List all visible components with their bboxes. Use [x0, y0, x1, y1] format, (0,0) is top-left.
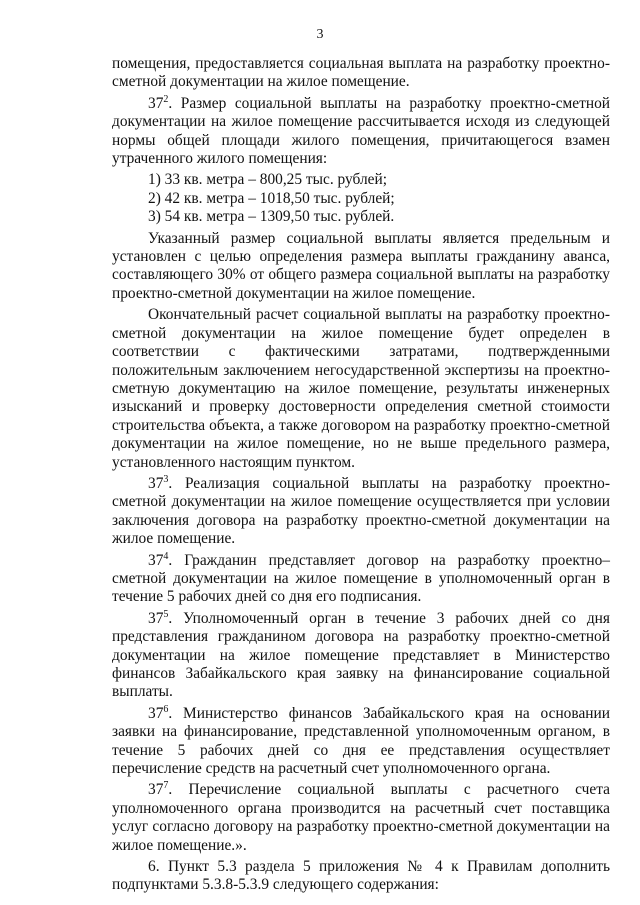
- paragraph-text: Окончательный расчет социальной выплаты на разработку проектно-сметной документации на жилое помещение будет определен в соответствии с фактическими затратами, подтвержденными положительным заключением негосударственной экспертизы на проектно-сметную документацию на жилое помещение, результаты инженерных изысканий и проверку достоверности определения сметной стоимости строительства объекта, а также договором на разработку проектно-сметной документации на жилое помещение, но не выше предельного размера, установленного настоящим пунктом.: [112, 306, 610, 471]
- paragraph-text: . Уполномоченный орган в течение 3 рабочих дней со дня представления гражданином договора на разработку проектно-сметной документации на жилое помещение представляет в Министерство финансов Забайкальского края заявку на финансирование социальной выплаты.: [112, 609, 610, 701]
- clause-number: [148, 95, 168, 112]
- clause-number-base: 37: [148, 609, 164, 627]
- paragraph-item-6: [112, 858, 610, 895]
- paragraph-37-5: [112, 610, 610, 702]
- paragraph-text: . Перечисление социальной выплаты с расчетного счета уполномоченного органа производится на расчетный счет поставщика услуг согласно договору на разработку проектно-сметной документации на жилое помещение.».: [112, 781, 610, 854]
- paragraph-text: Указанный размер социальной выплаты является предельным и установлен с целью определения размера выплаты гражданину аванса, составляющего 30% от общего размера социальной выплаты на разработку проектно-сметной документации на жилое помещение.: [112, 229, 610, 302]
- document-body: [112, 55, 610, 898]
- clause-number: [148, 475, 168, 492]
- list-item-text: 1) 33 кв. метра – 800,25 тыс. рублей;: [148, 171, 387, 189]
- paragraph-text: помещения, предоставляется социальная выплата на разработку проектно-сметной документации на жилое помещение.: [112, 55, 610, 91]
- clause-number-superscript: 3: [163, 473, 169, 485]
- list-item-text: 2) 42 кв. метра – 1018,50 тыс. рублей;: [148, 189, 395, 207]
- clause-number-superscript: 4: [163, 550, 169, 562]
- paragraph: [112, 306, 610, 472]
- paragraph-37-7: [112, 781, 610, 855]
- clause-number: [148, 705, 168, 722]
- paragraph-text: . Министерство финансов Забайкальского края на основании заявки на финансирование, представленной уполномоченным органом, в течение 5 рабочих дней со дня ее представления осуществляет перечисление средств на расчетный счет уполномоченного органа.: [112, 704, 610, 778]
- list-item: [112, 171, 610, 189]
- list-item: [112, 208, 610, 226]
- paragraph-text: . Гражданин представляет договор на разработку проектно–сметной документации на жилое помещение в уполномоченный орган в течение 5 рабочих дней со дня его подписания.: [112, 551, 610, 606]
- paragraph-37-4: [112, 552, 610, 607]
- clause-number-base: 37: [148, 94, 164, 112]
- clause-number-base: 37: [148, 781, 164, 799]
- clause-number-superscript: 6: [163, 703, 169, 715]
- paragraph-37-6: [112, 705, 610, 779]
- list-item-text: 3) 54 кв. метра – 1309,50 тыс. рублей.: [148, 208, 395, 226]
- paragraph-continuation: [112, 55, 610, 92]
- list-item: [112, 190, 610, 208]
- clause-number-base: 37: [148, 551, 164, 569]
- clause-number: [148, 781, 168, 798]
- clause-number-superscript: 7: [163, 780, 169, 792]
- clause-number-superscript: 5: [163, 608, 169, 620]
- clause-number: [148, 610, 168, 627]
- paragraph-37-2: [112, 95, 610, 169]
- clause-number: [148, 552, 168, 569]
- clause-number-superscript: 2: [163, 93, 169, 105]
- paragraph-text: . Реализация социальной выплаты на разработку проектно-сметной документации на жилое помещение осуществляется при условии заключения договора на разработку проектно-сметной документации на жилое помещение.: [112, 474, 610, 548]
- paragraph-text: 6. Пункт 5.3 раздела 5 приложения № 4 к Правилам дополнить подпунктами 5.3.8-5.3.9 следующего содержания:: [112, 858, 610, 894]
- clause-number-base: 37: [148, 474, 164, 492]
- paragraph: [112, 230, 610, 304]
- paragraph-text: . Размер социальной выплаты на разработку проектно-сметной документации на жилое помещение рассчитывается исходя из следующей нормы общей площади жилого помещения, причитающегося взамен утраченного жилого помещения:: [112, 94, 610, 168]
- page-number: 3: [316, 27, 324, 42]
- clause-number-base: 37: [148, 704, 164, 722]
- paragraph-37-3: [112, 475, 610, 549]
